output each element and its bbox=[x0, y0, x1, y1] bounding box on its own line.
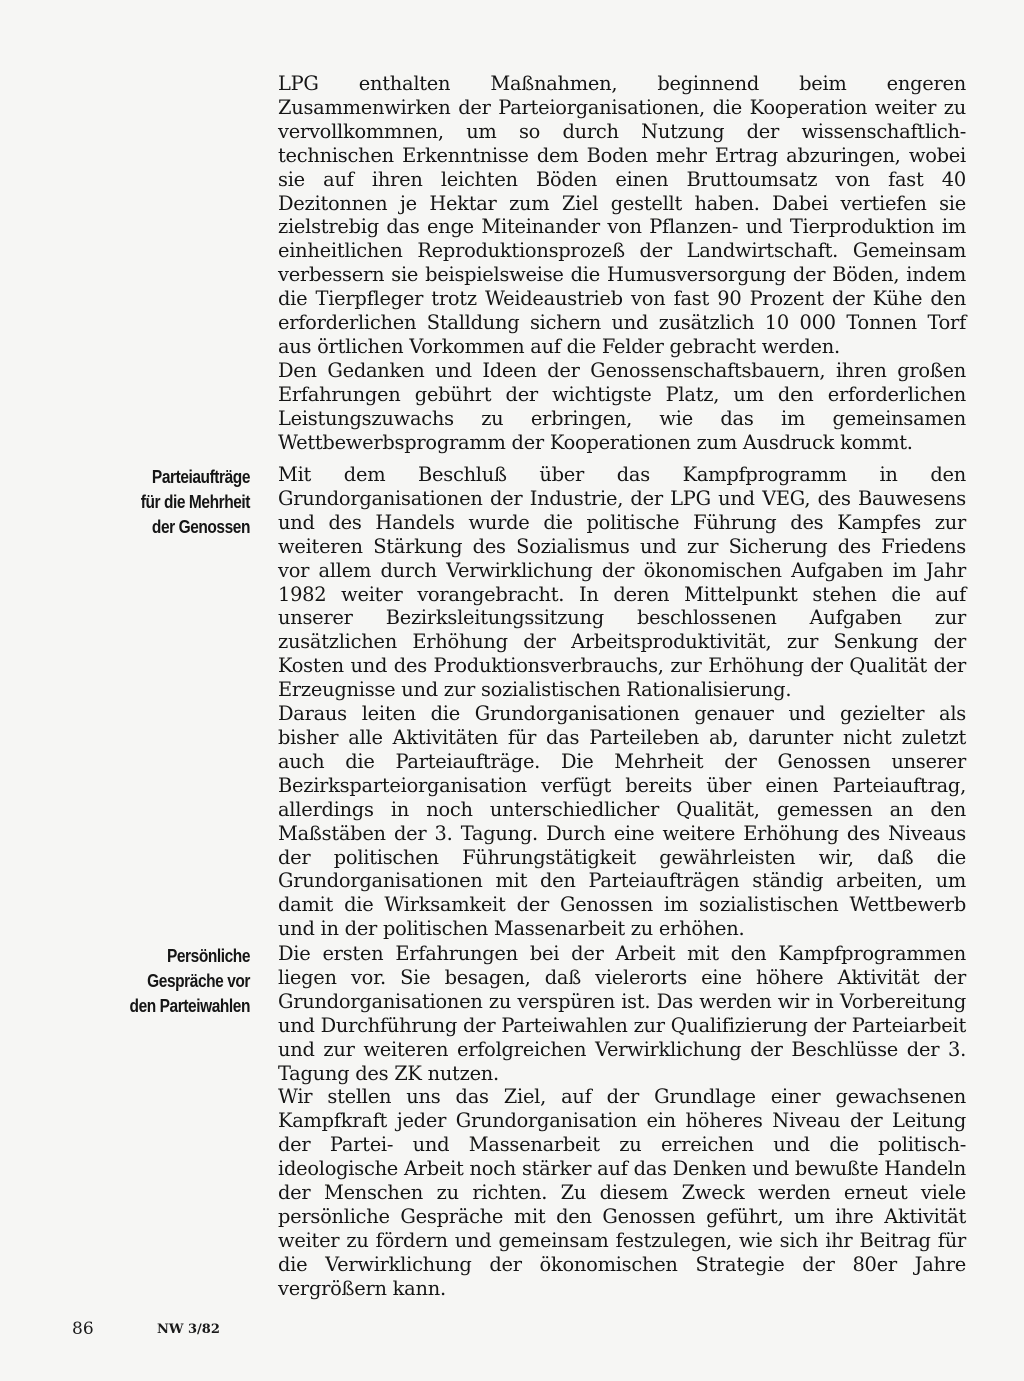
heading-line: für die Mehrheit bbox=[140, 492, 250, 512]
paragraph: Die ersten Erfahrungen bei der Arbeit mit den Kampfprogrammen liegen vor. Sie besagen, daß vielerorts eine höhere Aktivität der Grundorganisationen zu verspüren ist. Das werden wir in Vorbereitung und Durchführung der Parteiwahlen zur Qualifizierung der Parteiarbeit und zur weiteren erfolgreichen Verwirklichung der Beschlüsse der 3. Tagung des ZK nutzen. bbox=[278, 942, 966, 1085]
marginal-heading-gespraeche bbox=[95, 944, 250, 1019]
heading-line: der Genossen bbox=[151, 517, 250, 537]
heading-line: Persönliche bbox=[166, 946, 250, 966]
paragraph: Daraus leiten die Grundorganisationen genauer und gezielter als bisher alle Aktivitäten für das Parteileben ab, darunter nicht zuletzt auch die Parteiaufträge. Die Mehrheit der Genossen unserer Bezirksparteiorganisation verfügt bereits über einen Parteiauftrag, allerdings in noch unterschiedlicher Qualität, gemessen an den Maßstäben der 3. Tagung. Durch eine weitere Erhöhung des Niveaus der politischen Führungstätigkeit gewährleisten wir, daß die Grundorganisationen mit den Parteiaufträgen ständig arbeiten, um damit die Wirksamkeit der Genossen im sozialistischen Wettbewerb und in der politischen Massenarbeit zu erhöhen. bbox=[278, 702, 966, 941]
paragraph: Mit dem Beschluß über das Kampfprogramm in den Grundorganisationen der Industrie, der LPG und VEG, des Bauwesens und des Handels wurde die politische Führung des Kampfes zur weiteren Stärkung des Sozialismus und zur Sicherung des Friedens vor allem durch Verwirklichung der ökonomischen Aufgaben im Jahr 1982 weiter vorangebracht. In deren Mittelpunkt stehen die auf unserer Bezirksleitungssitzung beschlossenen Aufgaben zur zusätzlichen Erhöhung der Arbeitsproduktivität, zur Senkung der Kosten und des Produktionsverbrauchs, zur Erhöhung der Qualität der Erzeugnisse und zur sozialistischen Rationalisierung. bbox=[278, 463, 966, 702]
paragraph: Den Gedanken und Ideen der Genossenschaftsbauern, ihren großen Erfahrungen gebührt der wichtigste Platz, um den erforderlichen Leistungszuwachs zu erbringen, wie das im gemeinsamen Wettbewerbsprogramm der Kooperationen zum Ausdruck kommt. bbox=[278, 358, 966, 454]
article-section-intro bbox=[278, 72, 966, 455]
article-section-parteiauftraege bbox=[278, 463, 966, 941]
heading-line: Gespräche vor bbox=[147, 971, 250, 991]
issue-label: NW 3/82 bbox=[157, 1322, 220, 1337]
heading-line: Parteiaufträge bbox=[151, 467, 250, 487]
article-section-gespraeche bbox=[278, 942, 966, 1301]
paragraph: LPG enthalten Maßnahmen, beginnend beim engeren Zusammenwirken der Parteiorganisationen, die Kooperation weiter zu vervollkommnen, um so durch Nutzung der wissenschaftlich-technischen Erkenntnisse dem Boden mehr Ertrag abzuringen, wobei sie auf ihren leichten Böden einen Bruttoumsatz von fast 40 Dezitonnen je Hektar zum Ziel gestellt haben. Dabei vertiefen sie zielstrebig das enge Miteinander von Pflanzen- und Tierproduktion im einheitlichen Reproduktionsprozeß der Landwirtschaft. Gemeinsam verbessern sie beispielsweise die Humusversorgung der Böden, indem die Tierpfleger trotz Weideaustrieb von fast 90 Prozent der Kühe den erforderlichen Stalldung sichern und zusätzlich 10 000 Tonnen Torf aus örtlichen Vorkommen auf die Felder gebracht werden. bbox=[278, 72, 966, 358]
page-number: 86 bbox=[72, 1319, 94, 1339]
marginal-heading-parteiauftraege bbox=[95, 465, 250, 540]
paragraph: Wir stellen uns das Ziel, auf der Grundlage einer gewachsenen Kampfkraft jeder Grundorganisation ein höheres Niveau der Leitung der Partei- und Massenarbeit zu erreichen und die politisch-ideologische Arbeit noch stärker auf das Denken und bewußte Handeln der Menschen zu richten. Zu diesem Zweck werden erneut viele persönliche Gespräche mit den Genossen geführt, um ihre Aktivität weiter zu fördern und gemeinsam festzulegen, wie sich ihr Beitrag für die Verwirklichung der ökonomischen Strategie der 80er Jahre vergrößern kann. bbox=[278, 1085, 966, 1300]
heading-line: den Parteiwahlen bbox=[129, 996, 250, 1016]
